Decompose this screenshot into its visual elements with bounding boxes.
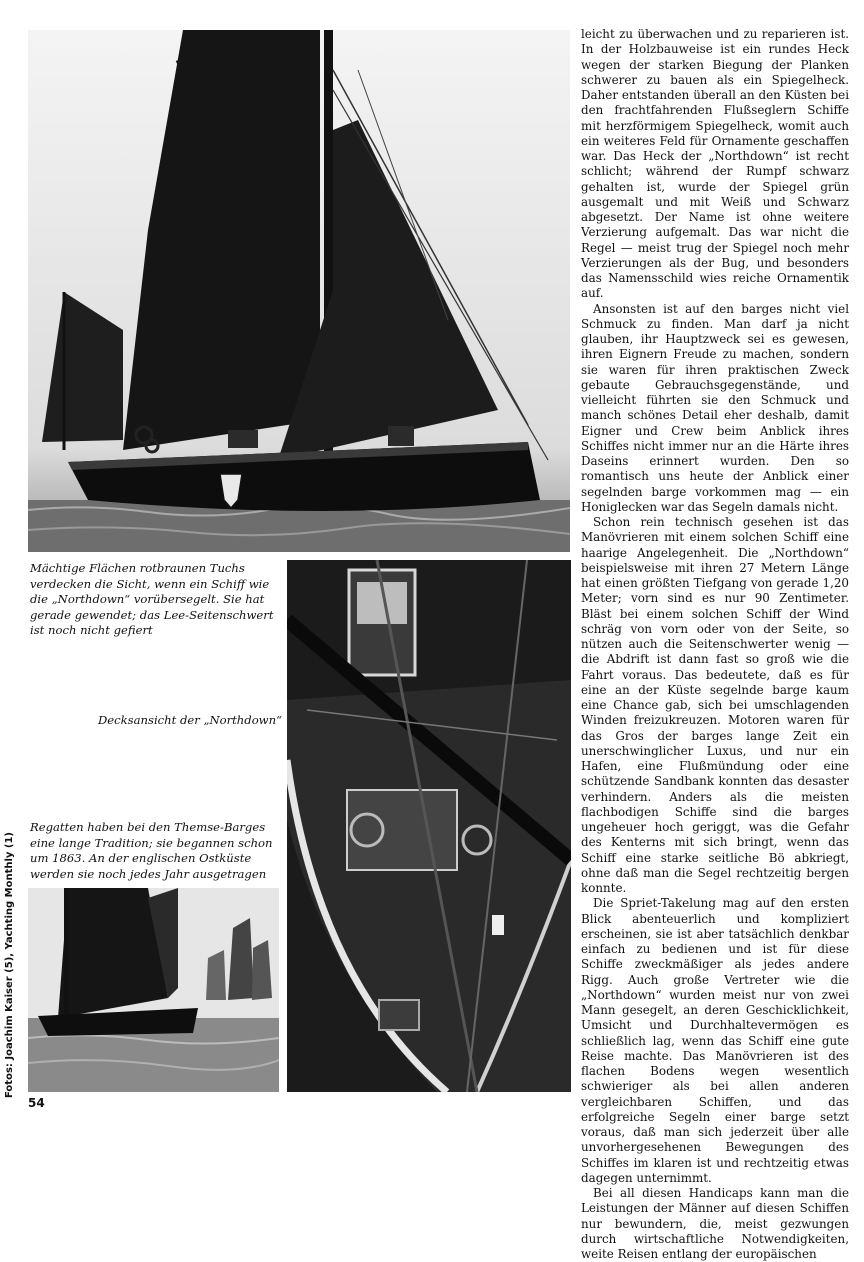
- page-number: 54: [28, 1096, 45, 1110]
- body-paragraph: Bei all diesen Handicaps kann man die Leistungen der Männer auf diesen Schiffen nur bewundern, die, meist gezwungen durch wirtschaftliche Notwendigkeiten, weite Reisen entlang der europäischen: [581, 1186, 849, 1261]
- deck-view-photo: [287, 560, 571, 1092]
- caption-regatta: Regatten haben bei den Themse-Barges eine lange Tradition; sie begannen schon um 1863. An der englischen Ostküste werden sie noch jedes Jahr ausgetragen: [30, 820, 273, 881]
- barge-sailing-photo: [28, 30, 570, 552]
- regatta-photo: [28, 888, 279, 1092]
- deck-view-illustration: [287, 560, 571, 1092]
- regatta-illustration: [28, 888, 279, 1092]
- caption-sailing: Mächtige Flächen rotbraunen Tuchs verdecken die Sicht, wenn ein Schiff wie die „Northdown“ vorübersegelt. Sie hat gerade gewendet; das Lee-Seitenschwert ist noch nicht gefiert: [30, 561, 274, 637]
- caption-deck: Decksansicht der „Northdown“: [98, 713, 282, 727]
- article-body-column: [581, 27, 849, 1262]
- body-paragraph: leicht zu überwachen und zu reparieren ist. In der Holzbauweise ist ein rundes Heck wegen der starken Biegung der Planken schwerer zu bauen als ein Spiegelheck. Daher entstanden überall an den Küsten bei den frachtfahrenden Flußseglern Schiffe mit herzförmigem Spiegelheck, womit auch ein weiteres Feld für Ornamente geschaffen war. Das Heck der „Northdown“ ist recht schlicht; während der Rumpf schwarz gehalten ist, wurde der Spiegel grün ausgemalt und mit Weiß und Schwarz abgesetzt. Der Name ist ohne weitere Verzierung aufgemalt. Das war nicht die Regel — meist trug der Spiegel noch mehr Verzierungen als der Bug, und besonders das Namensschild wies reiche Ornamentik auf.: [581, 27, 849, 301]
- barge-sailing-illustration: [28, 30, 570, 552]
- photo-credit: Fotos: Joachim Kaiser (5), Yachting Monthly (1): [4, 832, 15, 1098]
- body-paragraph: Die Spriet-Takelung mag auf den ersten Blick abenteuerlich und kompliziert erscheinen, sie ist aber tatsächlich denkbar einfach zu bedienen und ist für diese Schiffe zweckmäßiger als jedes andere Rigg. Auch große Vertreter wie die „Northdown“ wurden meist nur von zwei Mann gesegelt, an deren Geschicklichkeit, Umsicht und Durchhaltevermögen es schließlich lag, wenn das Schiff eine gute Reise machte. Das Manövrieren ist des flachen Bodens wegen wesentlich schwieriger als bei allen anderen vergleichbaren Schiffen, und das erfolgreiche Segeln einer barge setzt voraus, daß man sich jederzeit über alle unvorhergesehenen Bewegungen des Schiffes im klaren ist und rechtzeitig etwas dagegen unternimmt.: [581, 896, 849, 1185]
- body-paragraph: Ansonsten ist auf den barges nicht viel Schmuck zu finden. Man darf ja nicht glauben, ihr Hauptzweck sei es gewesen, ihren Eignern Freude zu machen, sondern sie waren für ihren praktischen Zweck gebaute Gebrauchsgegenstände, und vielleicht führten sie den Schmuck und manch schönes Detail eher deshalb, damit Eigner und Crew beim Anblick ihres Schiffes nicht immer nur an die Härte ihres Daseins erinnert wurden. Den so romantisch uns heute der Anblick einer segelnden barge vorkommen mag — ein Honiglecken war das Segeln damals nicht.: [581, 301, 849, 514]
- body-paragraph: Schon rein technisch gesehen ist das Manövrieren mit einem solchen Schiff eine haarige Angelegenheit. Die „Northdown“ beispielsweise mit ihren 27 Metern Länge hat einen größten Tiefgang von gerade 1,20 Meter; vorn sind es nur 90 Zentimeter. Bläst bei einem solchen Schiff der Wind schräg von vorn oder von der Seite, so nützen auch die Seitenschwerter wenig — die Abdrift ist dann fast so groß wie die Fahrt voraus. Das bedeutete, daß es für eine an der Küste segelnde barge kaum eine Chance gab, sich bei umschlagenden Winden freizukreuzen. Motoren waren für das Gros der barges lange Zeit ein unerschwinglicher Luxus, und nur ein Hafen, eine Flußmündung oder eine schützende Sandbank konnten das desaster verhindern. Anders als die meisten flachbodigen Schiffe sind die barges ungeheuer hoch geriggt, was die Gefahr des Kenterns mit sich bringt, wenn das Schiff eine starke seitliche Bö abkriegt, ohne daß man die Segel rechtzeitig bergen konnte.: [581, 515, 849, 895]
